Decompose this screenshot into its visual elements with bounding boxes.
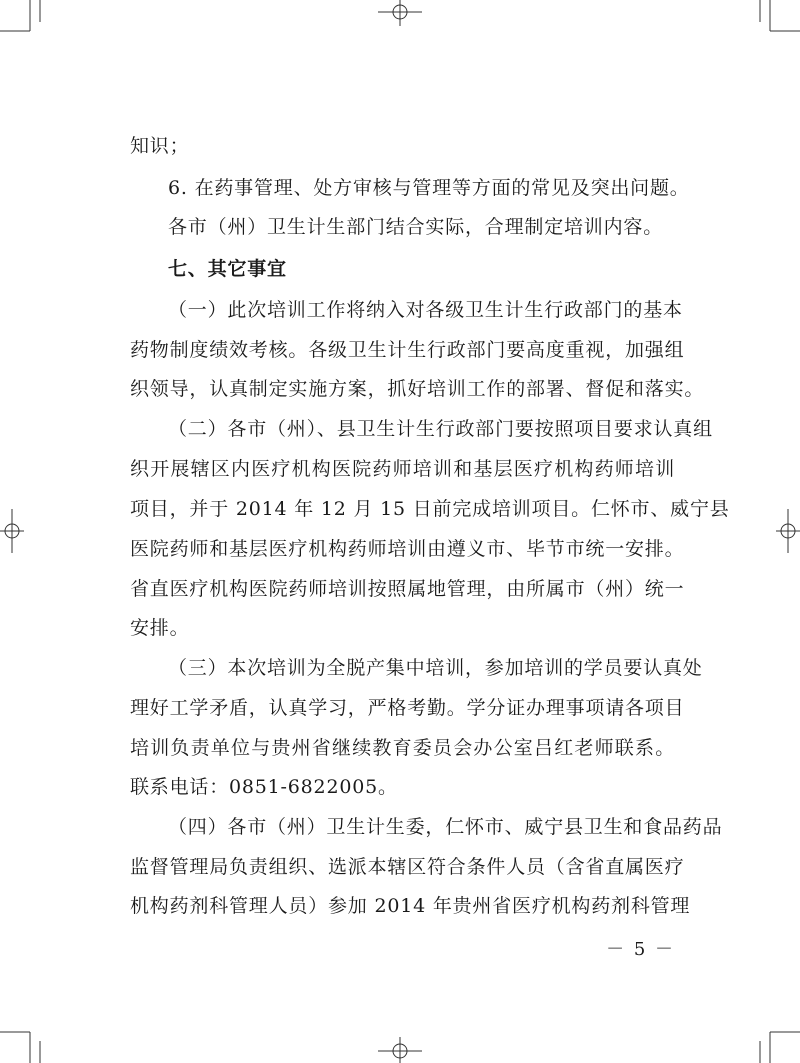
text-line-13: 安排。 xyxy=(130,617,190,639)
page-number: － 5 － xyxy=(606,939,675,960)
text-line-6: 药物制度绩效考核。各级卫生计生行政部门要高度重视，加强组 xyxy=(130,339,685,361)
text-line-20: 机构药剂科管理人员）参加 2014 年贵州省医疗机构药剂科管理 xyxy=(130,895,691,917)
text-line-15: 理好工学矛盾，认真学习，严格考勤。学分证办理事项请各项目 xyxy=(130,697,685,719)
text-line-5: （一）此次培训工作将纳入对各级卫生计生行政部门的基本 xyxy=(168,299,683,321)
text-line-14: （三）本次培训为全脱产集中培训，参加培训的学员要认真处 xyxy=(168,657,703,679)
text-line-10: 项目，并于 2014 年 12 月 15 日前完成培训项目。仁怀市、威宁县 xyxy=(130,498,730,520)
text-line-11: 医院药师和基层医疗机构药师培训由遵义市、毕节市统一安排。 xyxy=(130,538,685,560)
text-line-2: 6. 在药事管理、处方审核与管理等方面的常见及突出问题。 xyxy=(168,177,690,199)
text-line-18: （四）各市（州）卫生计生委，仁怀市、威宁县卫生和食品药品 xyxy=(168,816,723,838)
text-line-1: 知识； xyxy=(130,135,190,157)
text-line-19: 监督管理局负责组织、选派本辖区符合条件人员（含省直属医疗 xyxy=(130,856,685,878)
text-line-17: 联系电话：0851-6822005。 xyxy=(130,776,398,798)
text-line-7: 织领导，认真制定实施方案，抓好培训工作的部署、督促和落实。 xyxy=(130,378,705,400)
section-heading-7: 七、其它事宜 xyxy=(168,258,287,280)
text-line-12: 省直医疗机构医院药师培训按照属地管理，由所属市（州）统一 xyxy=(130,578,685,600)
text-line-3: 各市（州）卫生计生部门结合实际，合理制定培训内容。 xyxy=(168,216,664,238)
text-line-8: （二）各市（州）、县卫生计生行政部门要按照项目要求认真组 xyxy=(168,418,713,440)
text-line-9: 织开展辖区内医疗机构医院药师培训和基层医疗机构药师培训 xyxy=(130,458,675,480)
text-line-16: 培训负责单位与贵州省继续教育委员会办公室吕红老师联系。 xyxy=(130,737,675,759)
